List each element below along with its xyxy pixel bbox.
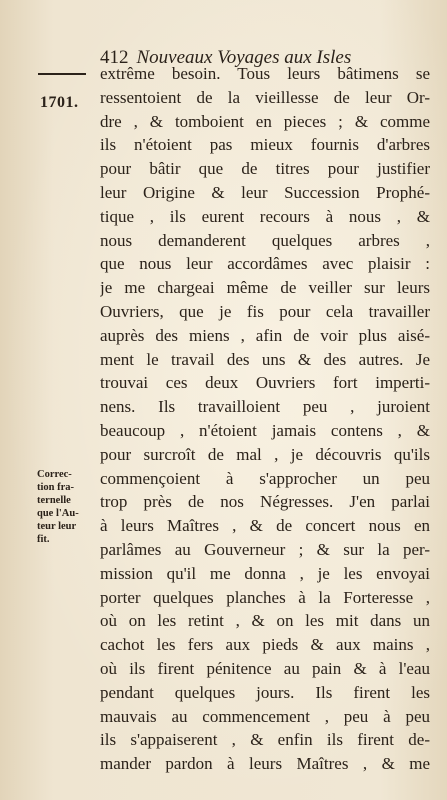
text-line: trouvai ces deux Ouvriers fort imperti-: [100, 373, 430, 393]
text-line: où on les retint , & on les mit dans un: [100, 611, 430, 631]
text-line: où ils firent pénitence au pain & à l'eau: [100, 658, 430, 678]
margin-note-line: fit.: [37, 534, 50, 545]
text-line: trop près de nos Négresses. J'en parlai: [100, 492, 430, 512]
margin-note-line: que l'Au-: [37, 508, 79, 519]
text-line: leur Origine & leur Succession Prophé-: [100, 182, 430, 202]
text-line: dre , & tomboient en pieces ; & comme: [100, 111, 430, 131]
margin-note: [37, 468, 95, 546]
text-line: Ouvriers, que je fis pour cela travailler: [100, 301, 430, 321]
text-line: pendant quelques jours. Ils firent les: [100, 682, 430, 702]
margin-note-line: teur leur: [37, 521, 77, 532]
text-line: nous demanderent quelques arbres ,: [100, 230, 430, 250]
text-line: mission qu'il me donna , je les envoyai: [100, 563, 430, 583]
text-line: commençoient à s'approcher un peu: [100, 468, 430, 488]
text-line: pour bâtir que de titres pour justifier: [100, 159, 430, 179]
body-text: [100, 62, 430, 776]
text-line: ils n'étoient pas mieux fournis d'arbres: [100, 135, 430, 155]
text-line: que nous leur accordâmes avec plaisir :: [100, 254, 430, 274]
margin-rule: [38, 73, 86, 75]
margin-year: 1701.: [40, 94, 79, 111]
text-line: cachot les fers aux pieds & aux mains ,: [100, 635, 430, 655]
text-line: ils s'appaiserent , & enfin ils firent de-: [100, 730, 430, 750]
text-line: je me chargeai même de veiller sur leurs: [100, 278, 430, 298]
text-line: parlâmes au Gouverneur ; & sur la per-: [100, 539, 430, 559]
text-line: beaucoup , n'étoient jamais contens , &: [100, 420, 430, 440]
text-line: auprès des miens , afin de voir plus aisé-: [100, 325, 430, 345]
text-line: pour surcroît de mal , je découvris qu'ils: [100, 444, 430, 464]
text-line: ressentoient de la vieillesse de leur Or-: [100, 87, 430, 107]
text-line: à leurs Maîtres , & de concert nous en: [100, 516, 430, 536]
text-line: nens. Ils travailloient peu , juroient: [100, 397, 430, 417]
text-line: extrême besoin. Tous leurs bâtimens se: [100, 64, 430, 83]
running-title: Nouveaux Voyages aux Isles: [136, 47, 352, 68]
text-line: tique , ils eurent recours à nous , &: [100, 206, 430, 226]
text-line: mauvais au commencement , peu à peu: [100, 706, 430, 726]
text-line: ment le travail des uns & des autres. Je: [100, 349, 430, 369]
margin-note-line: ternelle: [37, 495, 71, 506]
text-line: mander pardon à leurs Maîtres , & me: [100, 754, 430, 774]
page-number: 412: [100, 47, 129, 68]
margin-note-line: Correc-: [37, 469, 72, 480]
margin-note-line: tion fra-: [37, 482, 75, 493]
text-line: porter quelques planches à la Forteresse ,: [100, 587, 430, 607]
